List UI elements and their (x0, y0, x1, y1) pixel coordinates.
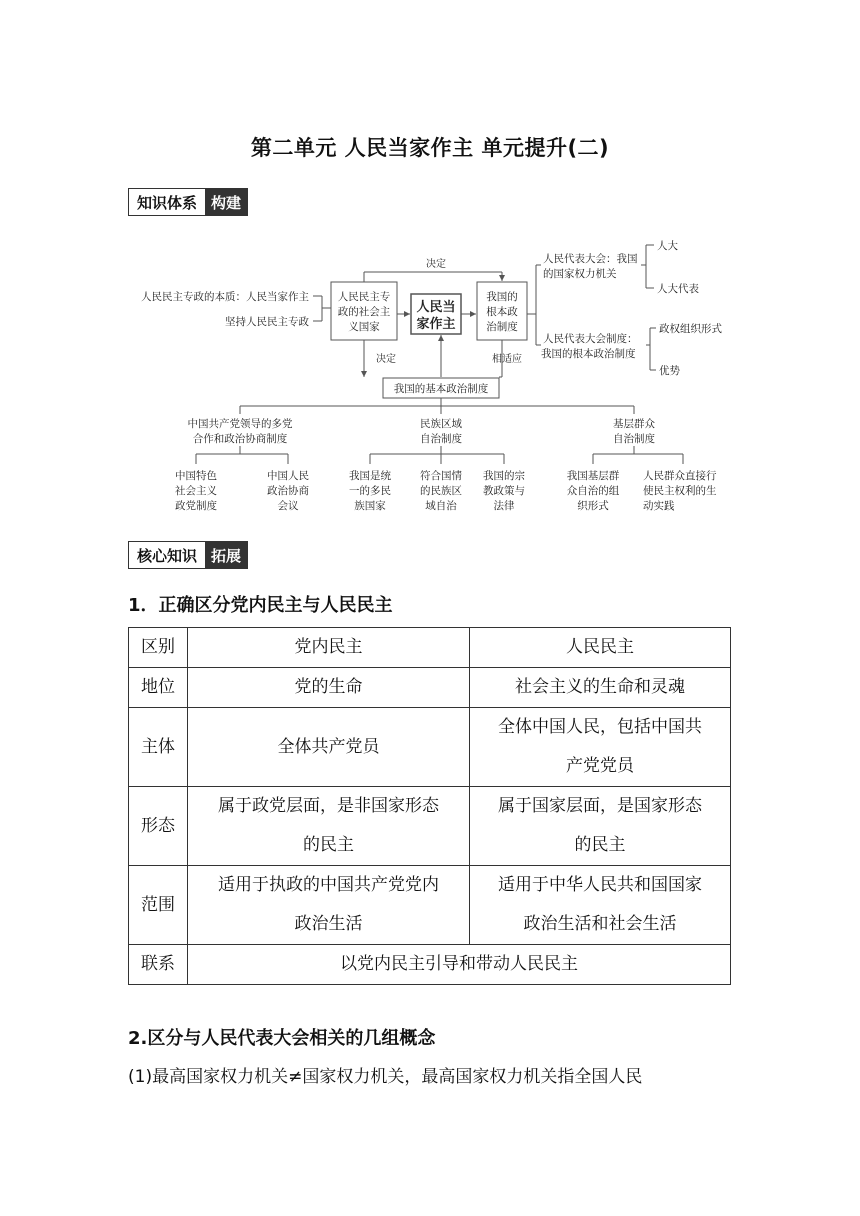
diagram-decide-left: 决定 (376, 354, 396, 365)
diagram-branch1-line: 合作和政治协商制度 (192, 433, 288, 445)
table-row (129, 787, 731, 866)
table-cell (188, 866, 470, 945)
diagram-branch3-line: 自治制度 (613, 433, 655, 445)
cell-line: 党的生命 (294, 677, 363, 697)
diagram-right-bottom-line: 人民代表大会制度： (543, 333, 638, 345)
diagram-leaf1-line: 中国特色 (175, 470, 217, 482)
diagram-leaf1-line: 社会主义 (175, 485, 217, 497)
diagram-box-b-line: 我国的 (486, 291, 518, 303)
page-title: 第二单元 人民当家作主 单元提升(二) (250, 136, 610, 160)
table-row (129, 866, 731, 945)
cell-line: 社会主义的生命和灵魂 (515, 677, 685, 697)
diagram-left-top: 人民民主专政的本质：人民当家作主 (141, 291, 309, 303)
diagram-right-top-line: 人民代表大会：我国 (543, 253, 638, 265)
heading-2: 2.区分与人民代表大会相关的几组概念 (128, 1028, 436, 1049)
table-header-cell: 党内民主 (188, 628, 470, 668)
knowledge-diagram (0, 230, 860, 530)
table-header-cell: 区别 (129, 628, 188, 668)
table-cell (470, 787, 731, 866)
diagram-basic-system: 我国的基本政治制度 (393, 383, 489, 395)
table-cell (188, 708, 470, 787)
diagram-leaf3-line: 一的多民 (349, 485, 391, 497)
diagram-box-a-line: 人民民主专 (337, 291, 391, 303)
diagram-branch2-line: 民族区域 (420, 418, 462, 430)
diagram-right-bottom-line: 我国的根本政治制度 (541, 348, 636, 360)
section-label: 核心知识 (129, 542, 205, 568)
diagram-leaf4-line: 符合国情 (420, 470, 462, 482)
diagram-leaf7-line: 人民群众直接行 (643, 470, 717, 482)
section-label: 知识体系 (129, 189, 205, 215)
table-row (129, 945, 731, 985)
table-cell (470, 866, 731, 945)
section-header-core (128, 541, 248, 569)
diagram-leaf6-line: 众自治的组 (566, 485, 620, 497)
comparison-table (128, 627, 731, 985)
diagram-leaf6-line: 织形式 (577, 500, 609, 512)
cell-line: 产党党员 (566, 756, 634, 776)
diagram-leaf7-line: 使民主权利的生 (643, 485, 717, 497)
cell-line: 政治生活和社会生活 (523, 914, 677, 934)
diagram-leaf-renda: 人大 (657, 240, 678, 252)
section-header-knowledge (128, 188, 248, 216)
cell-line: 的民主 (303, 835, 354, 855)
diagram-left-bottom: 坚持人民民主专政 (225, 316, 309, 328)
table-cell (188, 668, 470, 708)
table-key-cell: 范围 (129, 866, 188, 945)
diagram-leaf1-line: 政党制度 (175, 500, 217, 512)
diagram-fit: 相适应 (492, 354, 522, 365)
diagram-box-a-line: 义国家 (348, 321, 380, 333)
cell-line: 适用于中华人民共和国国家 (498, 875, 702, 895)
section-tag: 拓展 (205, 542, 247, 568)
heading-1: 1．正确区分党内民主与人民民主 (128, 595, 393, 616)
diagram-center-line: 家作主 (416, 317, 456, 332)
diagram-right-top-line: 的国家权力机关 (543, 268, 617, 280)
diagram-leaf-advantage: 优势 (659, 365, 680, 377)
diagram-decide-top: 决定 (426, 259, 446, 270)
table-row (129, 628, 731, 668)
diagram-leaf2-line: 政治协商 (267, 485, 309, 497)
cell-line: 的民主 (574, 835, 626, 855)
table-key-cell: 联系 (129, 945, 188, 985)
diagram-leaf7-line: 动实践 (643, 500, 675, 512)
table-header-cell: 人民民主 (470, 628, 731, 668)
section-tag: 构建 (205, 189, 247, 215)
table-row (129, 708, 731, 787)
cell-line: 属于国家层面，是国家形态 (498, 796, 702, 816)
table-key-cell: 地位 (129, 668, 188, 708)
table-cell (470, 708, 731, 787)
table-cell (470, 668, 731, 708)
diagram-leaf5-line: 教政策与 (483, 485, 525, 497)
table-key-cell: 主体 (129, 708, 188, 787)
diagram-leaf-renda-deputy: 人大代表 (657, 283, 699, 295)
table-row (129, 668, 731, 708)
diagram-leaf5-line: 法律 (493, 500, 515, 512)
diagram-box-b-line: 治制度 (486, 321, 518, 333)
diagram-branch1-line: 中国共产党领导的多党 (187, 418, 293, 430)
diagram-leaf2-line: 会议 (277, 500, 299, 512)
cell-line: 属于政党层面，是非国家形态 (218, 796, 439, 816)
diagram-leaf4-line: 域自治 (425, 500, 457, 512)
diagram-leaf5-line: 我国的宗 (483, 470, 525, 482)
diagram-leaf4-line: 的民族区 (420, 485, 462, 497)
diagram-box-b-line: 根本政 (486, 306, 518, 318)
cell-line: 适用于执政的中国共产党党内 (218, 875, 439, 895)
table-key-cell: 形态 (129, 787, 188, 866)
diagram-leaf3-line: 族国家 (354, 500, 386, 512)
cell-line: 全体共产党员 (277, 736, 380, 757)
diagram-box-a-line: 政的社会主 (337, 306, 391, 318)
table-cell (188, 787, 470, 866)
diagram-center-line: 人民当 (416, 300, 456, 315)
diagram-leaf-form: 政权组织形式 (659, 323, 722, 335)
diagram-leaf3-line: 我国是统 (349, 470, 391, 482)
diagram-branch3-line: 基层群众 (613, 418, 655, 430)
cell-line: 全体中国人民，包括中国共 (498, 717, 702, 737)
cell-line: 政治生活 (294, 914, 363, 934)
table-cell: 以党内民主引导和带动人民民主 (188, 945, 731, 985)
diagram-branch2-line: 自治制度 (420, 433, 462, 445)
paragraph: (1)最高国家权力机关≠国家权力机关，最高国家权力机关指全国人民 (128, 1067, 643, 1087)
diagram-leaf2-line: 中国人民 (267, 470, 309, 482)
diagram-leaf6-line: 我国基层群 (566, 470, 620, 482)
